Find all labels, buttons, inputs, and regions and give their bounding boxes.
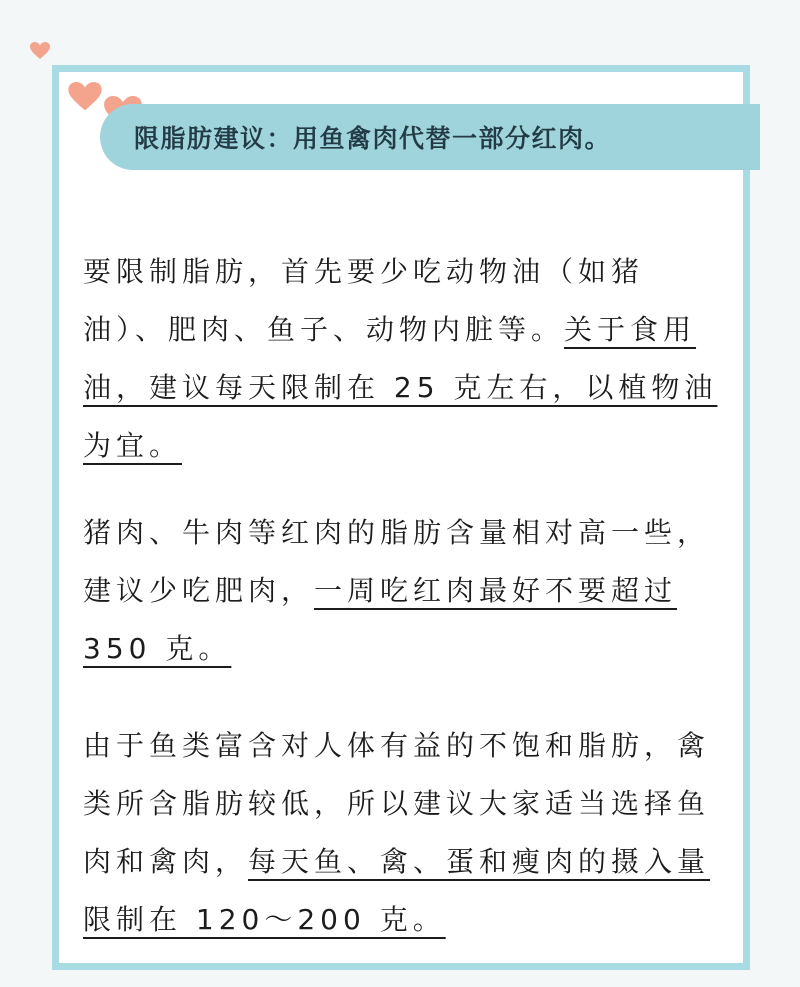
banner-title: 限脂肪建议：用鱼禽肉代替一部分红肉。 <box>134 124 612 153</box>
heart-icon <box>30 42 50 60</box>
paragraph-red-meat <box>83 504 723 678</box>
highlight-text: 每天鱼、禽、蛋和瘦肉的摄入量限制在 120～200 克。 <box>83 845 711 936</box>
heart-icon <box>68 82 102 112</box>
paragraph-text: 要限制脂肪，首先要少吃动物油（如猪油）、肥肉、鱼子、动物内脏等。 <box>83 255 645 346</box>
paragraph-cooking-oil <box>83 243 723 475</box>
title-banner <box>100 104 760 170</box>
highlight-text: 一周吃红肉最好不要超过 350 克。 <box>83 574 678 665</box>
paragraph-text: 由于鱼类富含对人体有益的不饱和脂肪，禽类所含脂肪较低，所以建议大家适当选择鱼肉和禽肉， <box>83 729 711 878</box>
paragraph-fish-poultry <box>83 717 723 949</box>
paragraph-text: 猪肉、牛肉等红肉的脂肪含量相对高一些，建议少吃肥肉， <box>83 516 711 607</box>
highlight-text: 关于食用油，建议每天限制在 25 克左右，以植物油为宜。 <box>83 313 718 462</box>
